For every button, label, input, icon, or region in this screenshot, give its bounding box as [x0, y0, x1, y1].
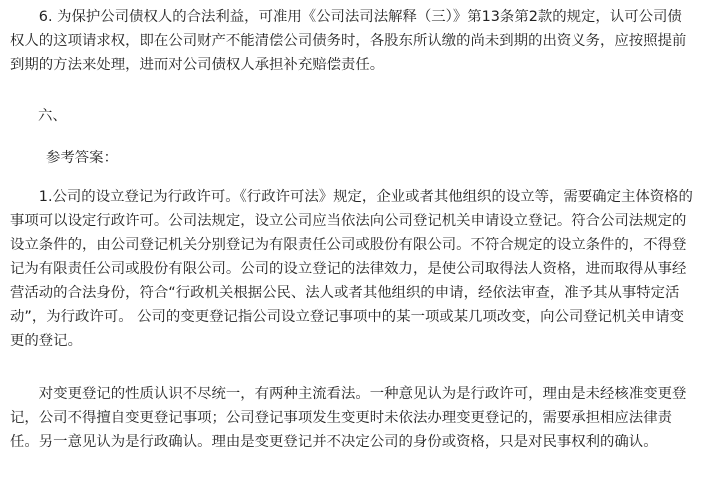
answer-paragraph-2: 对变更登记的性质认识不尽统一，有两种主流看法。一种意见认为是行政许可，理由是未经核准变更登记，公司不得擅自变更登记事项；公司登记事项发生变更时未依法办理变更登记的，需要承担相应法律责任。另一意见认为是行政确认。理由是变更登记并不决定公司的身份或资格，只是对民事权利的确认。	[10, 386, 687, 450]
answer-paragraph-1: 1.公司的设立登记为行政许可。《行政许可法》规定，企业或者其他组织的设立等，需要确定主体资格的事项可以设定行政许可。公司法规定，设立公司应当依法向公司登记机关申请设立登记。符合公司法规定的设立条件的，由公司登记机关分别登记为有限责任公司或股份有限公司。不符合规定的设立条件的，不得登记为有限责任公司或股份有限公司。公司的设立登记的法律效力，是使公司取得法人资格，进而取得从事经营活动的合法身份，符合“行政机关根据公民、法人或者其他组织的申请，经依法审查，准予其从事特定活动”，为行政许可。 公司的变更登记指公司设立登记事项中的某一项或某几项改变，向公司登记机关申请变更的登记。	[10, 189, 693, 349]
answer-heading: 参考答案：	[46, 150, 118, 166]
section-heading: 六、	[38, 108, 67, 124]
paragraph-6: 6. 为保护公司债权人的合法利益，可准用《公司法司法解释（三）》第13条第2款的规定，认可公司债权人的这项请求权，即在公司财产不能清偿公司债务时，各股东所认缴的尚未到期的出资义务，应按照提前到期的方法来处理，进而对公司债权人承担补充赔偿责任。	[10, 9, 687, 73]
